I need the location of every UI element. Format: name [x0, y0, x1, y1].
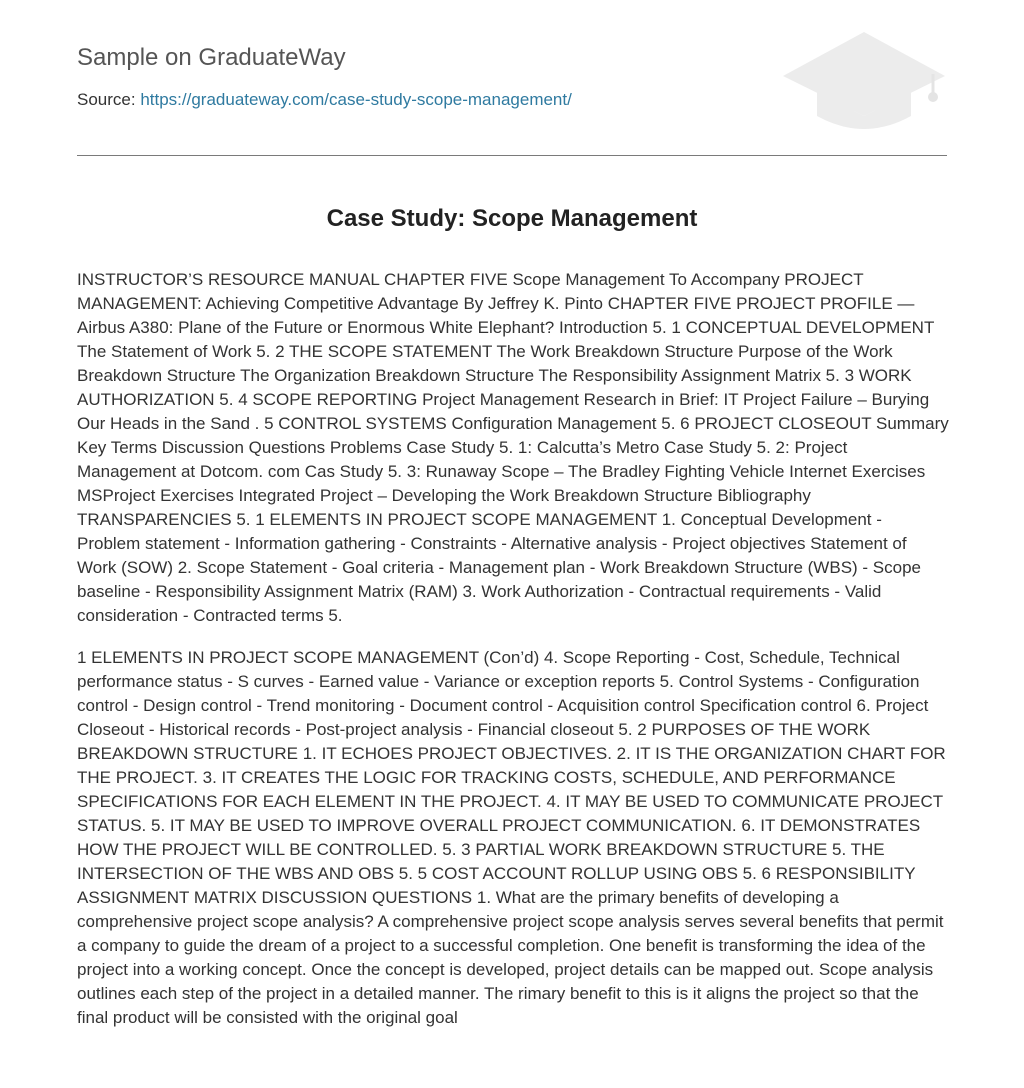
body-paragraph-1: INSTRUCTOR’S RESOURCE MANUAL CHAPTER FIVE Scope Management To Accompany PROJECT MANAGEMENT: Achieving Competitive Advantage By Jeffrey K. Pinto CHAPTER FIVE PROJECT PROFILE — Airbus A380: Plane of the Future or Enormous White Elephant? Introduction 5. 1 CONCEPTUAL DEVELOPMENT The Statement of Work 5. 2 THE SCOPE STATEMENT The Work Breakdown Structure Purpose of the Work Breakdown Structure The Organization Breakdown Structure The Responsibility Assignment Matrix 5. 3 WORK AUTHORIZATION 5. 4 SCOPE REPORTING Project Management Research in Brief: IT Project Failure – Burying Our Heads in the Sand . 5 CONTROL SYSTEMS Configuration Management 5. 6 PROJECT CLOSEOUT Summary Key Terms Discussion Questions Problems Case Study 5. 1: Calcutta’s Metro Case Study 5. 2: Project Management at Dotcom. com Cas Study 5. 3: Runaway Scope – The Bradley Fighting Vehicle Internet Exercises MSProject Exercises Integrated Project – Developing the Work Breakdown Structure Bibliography TRANSPARENCIES 5. 1 ELEMENTS IN PROJECT SCOPE MANAGEMENT 1. Conceptual Development - Problem statement - Information gathering - Constraints - Alternative analysis - Project objectives Statement of Work (SOW) 2. Scope Statement - Goal criteria - Management plan - Work Breakdown Structure (WBS) - Scope baseline - Responsibility Assignment Matrix (RAM) 3. Work Authorization - Contractual requirements - Valid consideration - Contracted terms 5.: [77, 270, 949, 625]
source-line: [77, 90, 572, 110]
document-body: [77, 268, 949, 1030]
page-header: [77, 0, 947, 156]
source-link[interactable]: https://graduateway.com/case-study-scope-management/: [140, 90, 572, 109]
document-title: Case Study: Scope Management: [326, 205, 698, 232]
graduation-cap-icon: [781, 30, 947, 134]
body-paragraph-2: 1 ELEMENTS IN PROJECT SCOPE MANAGEMENT (Con’d) 4. Scope Reporting - Cost, Schedule, Technical performance status - S curves - Earned value - Variance or exception reports 5. Control Systems - Configuration control - Design control - Trend monitoring - Document control - Acquisition control Specification control 6. Project Closeout - Historical records - Post-project analysis - Financial closeout 5. 2 PURPOSES OF THE WORK BREAKDOWN STRUCTURE 1. IT ECHOES PROJECT OBJECTIVES. 2. IT IS THE ORGANIZATION CHART FOR THE PROJECT. 3. IT CREATES THE LOGIC FOR TRACKING COSTS, SCHEDULE, AND PERFORMANCE SPECIFICATIONS FOR EACH ELEMENT IN THE PROJECT. 4. IT MAY BE USED TO COMMUNICATE PROJECT STATUS. 5. IT MAY BE USED TO IMPROVE OVERALL PROJECT COMMUNICATION. 6. IT DEMONSTRATES HOW THE PROJECT WILL BE CONTROLLED. 5. 3 PARTIAL WORK BREAKDOWN STRUCTURE 5. THE INTERSECTION OF THE WBS AND OBS 5. 5 COST ACCOUNT ROLLUP USING OBS 5. 6 RESPONSIBILITY ASSIGNMENT MATRIX DISCUSSION QUESTIONS 1. What are the primary benefits of developing a comprehensive project scope analysis? A comprehensive project scope analysis serves several benefits that permit a company to guide the dream of a project to a successful completion. One benefit is transforming the idea of the project into a working concept. Once the concept is developed, project details can be mapped out. Scope analysis outlines each step of the project in a detailed manner. The rimary benefit to this is it aligns the project so that the final product will be consisted with the original goal: [77, 648, 946, 1027]
header-divider: [77, 155, 947, 156]
site-name: Sample on GraduateWay: [77, 44, 346, 71]
source-label: Source:: [77, 90, 136, 109]
